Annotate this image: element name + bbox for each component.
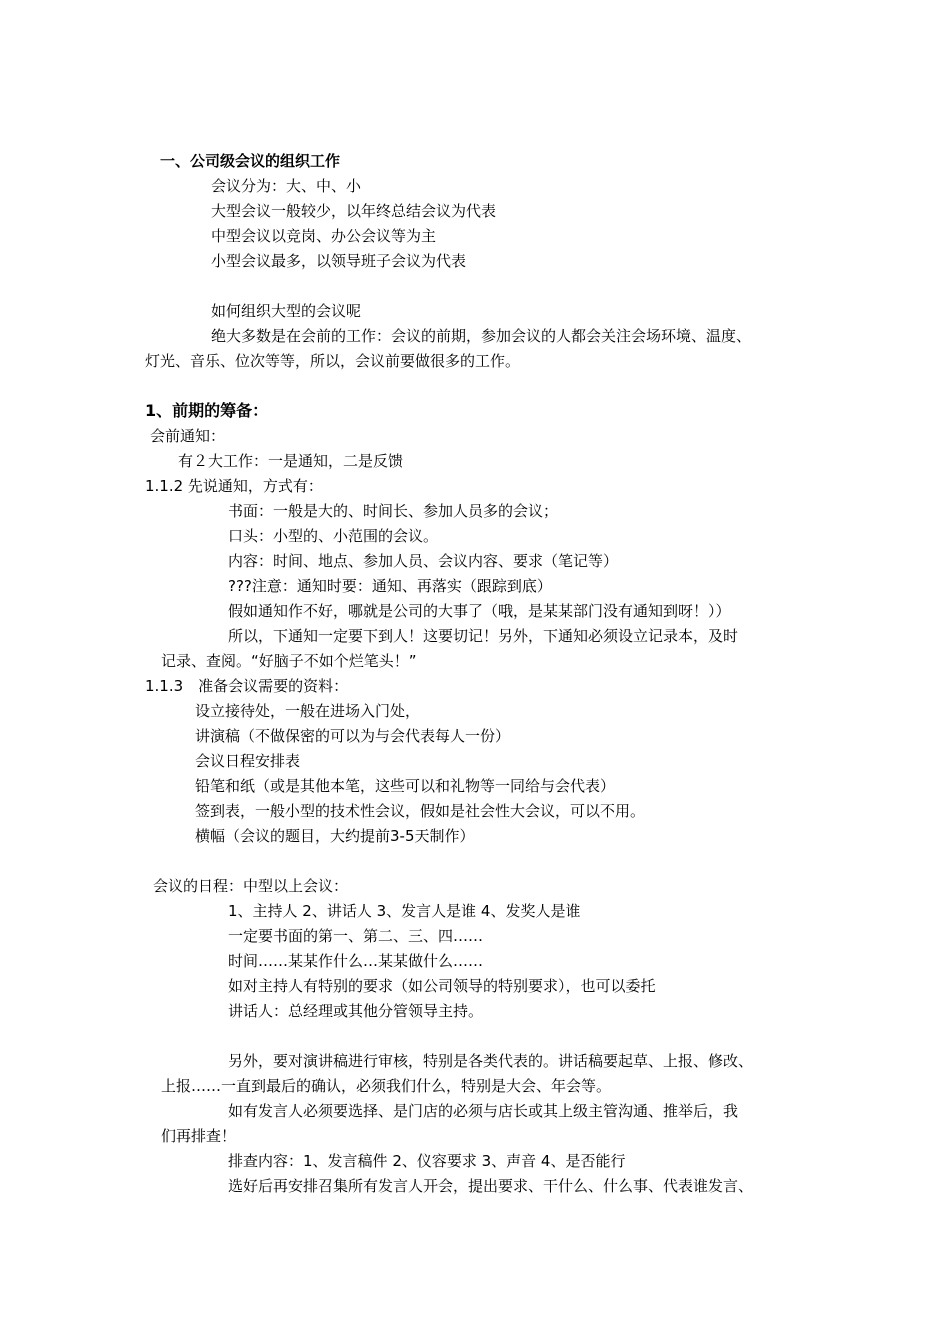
text-line: 一定要书面的第一、第二、三、四…… xyxy=(228,927,484,945)
text-line: 讲话人：总经理或其他分管领导主持。 xyxy=(228,1002,484,1020)
text-line: 大型会议一般较少，以年终总结会议为代表 xyxy=(211,202,497,220)
text-line: 横幅（会议的题目，大约提前3-5天制作） xyxy=(195,827,475,845)
text-line: ???注意：通知时要：通知、再落实（跟踪到底） xyxy=(228,577,552,595)
subsection-heading: 1.1.3 准备会议需要的资料： xyxy=(145,677,349,695)
text-line: 设立接待处，一般在进场入门处， xyxy=(195,702,421,720)
text-line: 会议的日程：中型以上会议： xyxy=(153,877,349,895)
text-line: 会议分为：大、中、小 xyxy=(211,177,362,195)
text-line: 1、主持人 2、讲话人 3、发言人是谁 4、发奖人是谁 xyxy=(228,902,581,920)
text-line: 如何组织大型的会议呢 xyxy=(211,302,362,320)
text-line: 内容：时间、地点、参加人员、会议内容、要求（笔记等） xyxy=(228,552,619,570)
text-line: 有２大工作：一是通知，二是反馈 xyxy=(178,452,404,470)
subsection-heading: 1.1.2 先说通知，方式有： xyxy=(145,477,323,495)
text-line: 时间……某某作什么…某某做什么…… xyxy=(228,952,484,970)
text-line: 们再排查！ xyxy=(161,1127,237,1145)
text-line: 排查内容：1、发言稿件 2、仪容要求 3、声音 4、是否能行 xyxy=(228,1152,626,1170)
text-line: 口头：小型的、小范围的会议。 xyxy=(228,527,439,545)
text-line: 签到表，一般小型的技术性会议，假如是社会性大会议，可以不用。 xyxy=(195,802,646,820)
text-line: 会前通知： xyxy=(150,427,226,445)
text-line: 小型会议最多，以领导班子会议为代表 xyxy=(211,252,467,270)
text-line: 会议日程安排表 xyxy=(195,752,301,770)
text-line: 如对主持人有特别的要求（如公司领导的特别要求），也可以委托 xyxy=(228,977,656,995)
section-title: 一、公司级会议的组织工作 xyxy=(160,152,341,170)
text-line: 假如通知作不好，哪就是公司的大事了（哦，是某某部门没有通知到呀！）） xyxy=(228,602,731,620)
text-line: 另外，要对演讲稿进行审核，特别是各类代表的。讲话稿要起草、上报、修改、 xyxy=(228,1052,754,1070)
text-line: 铅笔和纸（或是其他本笔，这些可以和礼物等一同给与会代表） xyxy=(195,777,616,795)
text-line: 如有发言人必须要选择、是门店的必须与店长或其上级主管沟通、推举后，我 xyxy=(228,1102,739,1120)
text-line: 记录、查阅。“好脑子不如个烂笔头！” xyxy=(161,652,417,670)
text-line: 所以，下通知一定要下到人！这要切记！另外，下通知必须设立记录本，及时 xyxy=(228,627,739,645)
text-line: 上报……一直到最后的确认，必须我们什么，特别是大会、年会等。 xyxy=(161,1077,612,1095)
text-line: 灯光、音乐、位次等等，所以，会议前要做很多的工作。 xyxy=(145,352,521,370)
subsection-title: 1、前期的筹备： xyxy=(145,401,269,420)
text-line: 讲演稿（不做保密的可以为与会代表每人一份） xyxy=(195,727,511,745)
text-line: 绝大多数是在会前的工作：会议的前期，参加会议的人都会关注会场环境、温度、 xyxy=(211,327,752,345)
text-line: 书面：一般是大的、时间长、参加人员多的会议； xyxy=(228,502,559,520)
text-line: 中型会议以竞岗、办公会议等为主 xyxy=(211,227,437,245)
text-line: 选好后再安排召集所有发言人开会，提出要求、干什么、什么事、代表谁发言、 xyxy=(228,1177,754,1195)
